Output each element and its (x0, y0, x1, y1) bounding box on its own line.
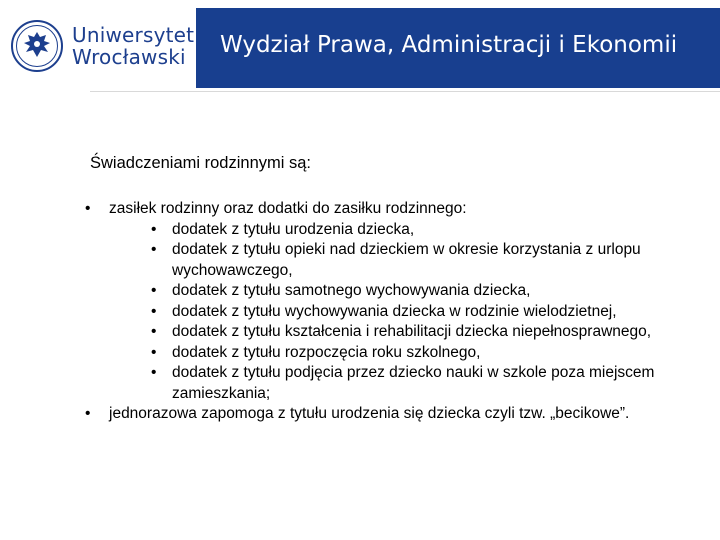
university-logo (10, 14, 195, 78)
bullet-icon: • (151, 323, 157, 340)
slide-heading: Świadczeniami rodzinnymi są: (90, 154, 312, 172)
bullet-icon: • (85, 200, 91, 217)
sub-list-item (109, 343, 710, 364)
bullet-icon: • (85, 405, 91, 422)
sub-list-item (109, 220, 710, 241)
sub-list-item-text: dodatek z tytułu opieki nad dzieckiem w okresie korzystania z urlopu wychowawczego, (172, 241, 641, 279)
list-item (85, 199, 710, 404)
sub-list-item (109, 363, 710, 404)
sub-list-item-text: dodatek z tytułu urodzenia dziecka, (172, 220, 415, 238)
bullet-icon: • (151, 220, 157, 238)
sub-list-item (109, 302, 710, 323)
university-emblem-icon (10, 19, 64, 73)
list-item-text: zasiłek rodzinny oraz dodatki do zasiłku rodzinnego: (109, 200, 467, 217)
list-item (85, 404, 710, 425)
bullet-icon: • (151, 302, 157, 320)
sub-list-item (109, 322, 710, 343)
slide-content (85, 199, 710, 425)
sub-list-item-text: dodatek z tytułu podjęcia przez dziecko nauki w szkole poza miejscem zamieszkania; (172, 364, 655, 402)
header-divider (90, 91, 720, 92)
faculty-title: Wydział Prawa, Administracji i Ekonomii (220, 32, 678, 58)
bullet-icon: • (151, 364, 157, 381)
logo-text-line-2: Wrocławski (72, 45, 186, 69)
logo-text-line-1: Uniwersytet (72, 23, 195, 47)
bullet-icon: • (151, 241, 157, 258)
bullet-icon: • (151, 282, 157, 299)
sub-list-item (109, 240, 710, 281)
header-title-band (196, 8, 720, 88)
bullet-icon: • (151, 343, 157, 361)
sub-list-item-text: dodatek z tytułu samotnego wychowywania dziecka, (172, 282, 531, 299)
sub-list-item-text: dodatek z tytułu rozpoczęcia roku szkolnego, (172, 343, 481, 361)
list-item-text: jednorazowa zapomoga z tytułu urodzenia się dziecka czyli tzw. „becikowe”. (109, 405, 630, 422)
sub-list-item-text: dodatek z tytułu wychowywania dziecka w rodzinie wielodzietnej, (172, 302, 617, 320)
sub-list (109, 220, 710, 405)
sub-list-item-text: dodatek z tytułu kształcenia i rehabilitacji dziecka niepełnosprawnego, (172, 323, 652, 340)
sub-list-item (109, 281, 710, 302)
